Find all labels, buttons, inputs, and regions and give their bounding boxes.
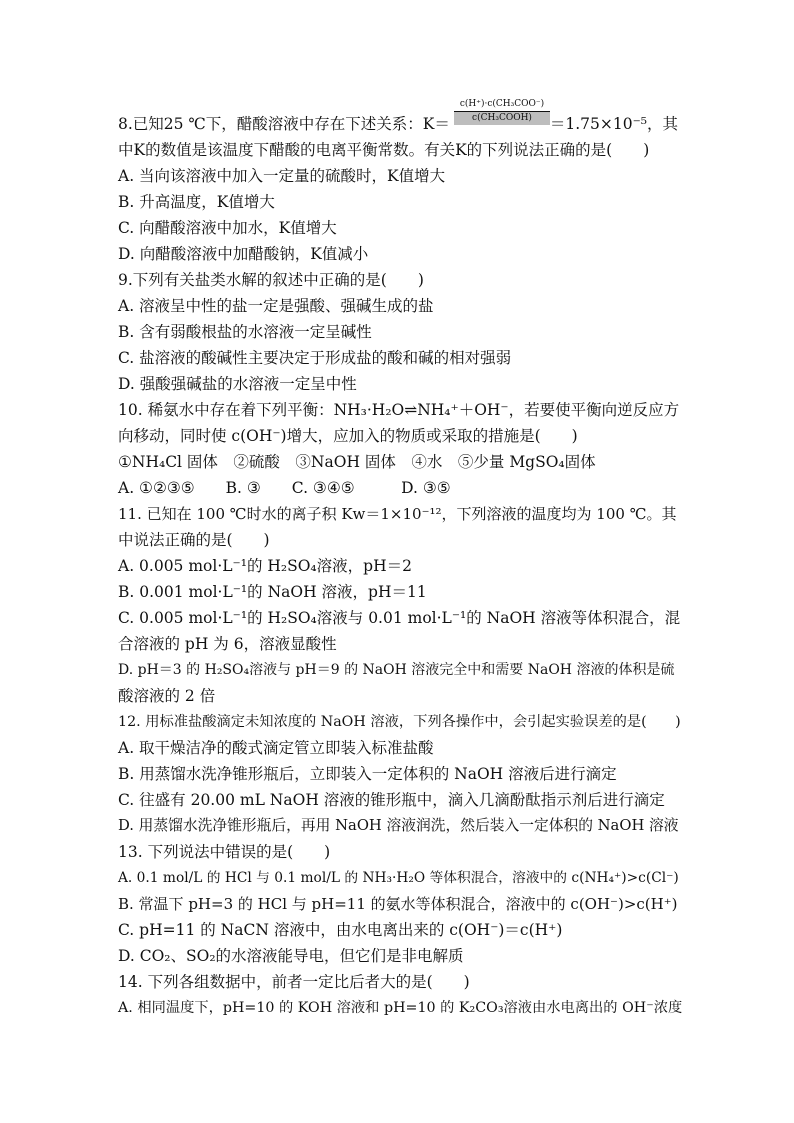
q9-option-d: D. 强酸强碱盐的水溶液一定呈中性 (118, 375, 357, 393)
q9-option-b: B. 含有弱酸根盐的水溶液一定呈碱性 (118, 323, 372, 341)
q8-option-c: C. 向醋酸溶液中加水，K值增大 (118, 219, 337, 237)
q10-stem-line1: 10. 稀氨水中存在着下列平衡：NH₃·H₂O⇌NH₄⁺＋OH⁻，若要使平衡向逆反应方 (118, 401, 680, 419)
q11-option-d-line2: 酸溶液的 2 倍 (118, 687, 216, 705)
q13-option-a: A. 0.1 mol/L 的 HCl 与 0.1 mol/L 的 NH₃·H₂O 等体积混合，溶液中的 c(NH₄⁺)>c(Cl⁻) (118, 870, 679, 886)
q14-stem: 14. 下列各组数据中，前者一定比后者大的是( ) (118, 973, 470, 991)
q12-stem: 12. 用标准盐酸滴定未知浓度的 NaOH 溶液，下列各操作中，会引起实验误差的是( ) (118, 714, 681, 730)
q8-option-d: D. 向醋酸溶液中加醋酸钠，K值减小 (118, 245, 369, 263)
q9-stem: 9.下列有关盐类水解的叙述中正确的是( ) (118, 271, 424, 289)
q12-option-a: A. 取干燥洁净的酸式滴定管立即装入标准盐酸 (118, 739, 434, 757)
q11-option-c-line1: C. 0.005 mol·L⁻¹的 H₂SO₄溶液与 0.01 mol·L⁻¹的 NaOH 溶液等体积混合，混 (118, 609, 681, 627)
q8-option-a: A. 当向该溶液中加入一定量的硫酸时，K值增大 (118, 167, 446, 185)
fraction-numerator: c(H⁺)·c(CH₃COO⁻) (454, 98, 550, 112)
q12-option-d: D. 用蒸馏水洗净锥形瓶后，再用 NaOH 溶液润洗，然后装入一定体积的 NaOH 溶液 (118, 817, 679, 834)
q8-option-b: B. 升高温度，K值增大 (118, 193, 275, 211)
q13-stem: 13. 下列说法中错误的是( ) (118, 843, 331, 861)
q8-stem-line1: 8.已知25 ℃下，醋酸溶液中存在下述关系：K＝ ＝1.75×10⁻⁵，其 (118, 115, 678, 133)
q14-option-a: A. 相同温度下，pH=10 的 KOH 溶液和 pH=10 的 K₂CO₃溶液由水电离出的 OH⁻浓度 (118, 1000, 683, 1016)
q11-stem-line1: 11. 已知在 100 ℃时水的离子积 Kw＝1×10⁻¹²，下列溶液的温度均为 100 ℃。其 (118, 505, 677, 523)
q10-options: A. ①②③⑤ B. ③ C. ③④⑤ D. ③⑤ (118, 479, 451, 497)
q11-stem-line2: 中说法正确的是( ) (118, 531, 270, 549)
q11-option-a: A. 0.005 mol·L⁻¹的 H₂SO₄溶液，pH＝2 (118, 557, 412, 575)
q11-option-d-line1: D. pH＝3 的 H₂SO₄溶液与 pH＝9 的 NaOH 溶液完全中和需要 NaOH 溶液的体积是硫 (118, 662, 675, 678)
q8-stem-line2: 中K的数值是该温度下醋酸的电离平衡常数。有关K的下列说法正确的是( ) (118, 141, 650, 159)
q12-option-c: C. 往盛有 20.00 mL NaOH 溶液的锥形瓶中，滴入几滴酚酞指示剂后进行滴定 (118, 791, 665, 809)
q12-option-b: B. 用蒸馏水洗净锥形瓶后，立即装入一定体积的 NaOH 溶液后进行滴定 (118, 765, 617, 783)
q13-option-b: B. 常温下 pH=3 的 HCl 与 pH=11 的氨水等体积混合，溶液中的 c(OH⁻)>c(H⁺) (118, 895, 678, 913)
q9-option-c: C. 盐溶液的酸碱性主要决定于形成盐的酸和碱的相对强弱 (118, 349, 512, 367)
fraction-denominator: c(CH₃COOH) (454, 112, 550, 125)
q11-option-c-line2: 合溶液的 pH 为 6，溶液显酸性 (118, 635, 337, 653)
q10-stem-line2: 向移动，同时使 c(OH⁻)增大，应加入的物质或采取的措施是( ) (118, 427, 578, 445)
q9-option-a: A. 溶液呈中性的盐一定是强酸、强碱生成的盐 (118, 297, 434, 315)
q13-option-c: C. pH=11 的 NaCN 溶液中，由水电离出来的 c(OH⁻)＝c(H⁺) (118, 921, 563, 939)
q10-items: ①NH₄Cl 固体 ②硫酸 ③NaOH 固体 ④水 ⑤少量 MgSO₄固体 (118, 453, 596, 471)
q11-option-b: B. 0.001 mol·L⁻¹的 NaOH 溶液，pH＝11 (118, 583, 427, 601)
q13-option-d: D. CO₂、SO₂的水溶液能导电，但它们是非电解质 (118, 947, 464, 965)
